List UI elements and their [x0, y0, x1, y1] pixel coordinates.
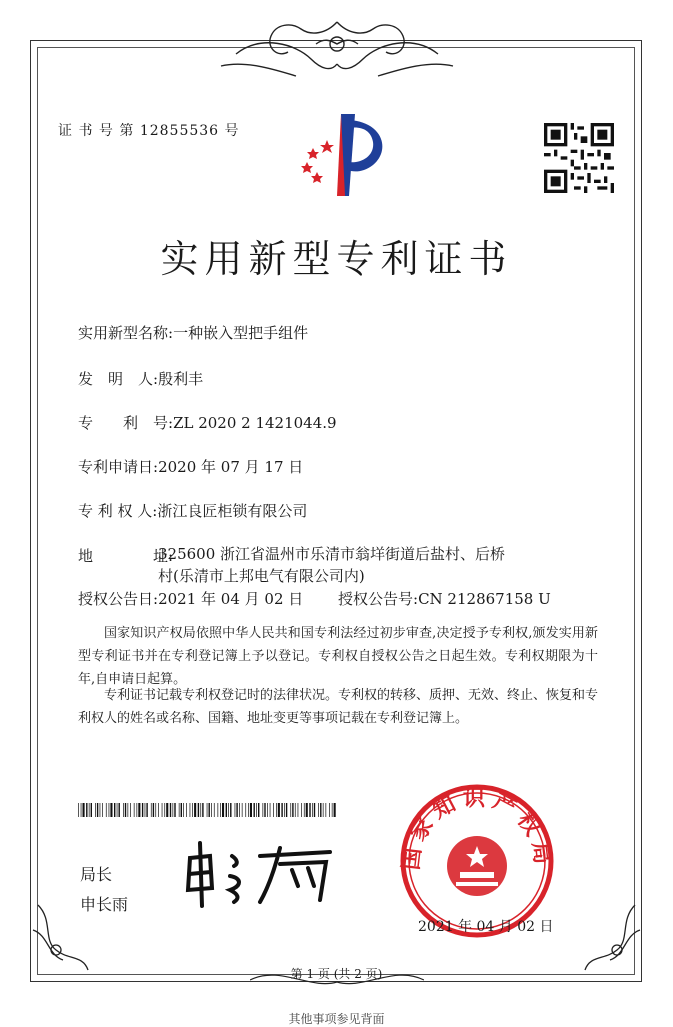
certificate-title: 实用新型专利证书	[160, 237, 513, 281]
field-grant-date-value: 2021 年 04 月 02 日	[158, 590, 304, 608]
certificate-number-suffix: 号	[224, 123, 240, 139]
top-ornament	[216, 14, 458, 84]
seal-text: 国家知识产权局	[398, 786, 556, 872]
director-name: 申长雨	[80, 895, 129, 914]
field-grant-no-value: CN 212867158 U	[418, 590, 551, 608]
field-patent-no-label: 专 利 号:	[78, 414, 174, 432]
bottom-note: 其他事项参见背面	[288, 1012, 385, 1026]
field-grant-no-label: 授权公告号:	[338, 590, 419, 608]
field-name-value: 一种嵌入型把手组件	[173, 324, 309, 342]
qr-code-icon	[544, 123, 614, 193]
field-filing-date-row	[78, 456, 303, 477]
field-inventor-label: 发 明 人:	[78, 370, 159, 388]
certificate-number: 12855536	[139, 123, 220, 139]
field-filing-date-label: 专利申请日:	[78, 458, 159, 476]
field-patent-no-row	[78, 412, 337, 433]
grant-statement-paragraph: 国家知识产权局依照中华人民共和国专利法经过初步审查,决定授予专利权,颁发实用新型专利证书并在专利登记簿上予以登记。专利权自授权公告之日起生效。专利权期限为十年,自申请日起算。	[78, 626, 598, 687]
field-grant-date-label: 授权公告日:	[78, 590, 159, 608]
field-address-label: 地 址:	[78, 547, 174, 565]
field-grant-no-row	[338, 588, 551, 609]
director-title: 局长	[80, 865, 113, 884]
field-name-label: 实用新型名称:	[78, 324, 174, 342]
barcode-icon	[78, 803, 336, 817]
field-inventor-row	[78, 368, 203, 389]
cnipa-logo-icon	[283, 110, 393, 200]
page-info: 第 1 页 (共 2 页)	[290, 967, 383, 981]
field-patentee-row	[78, 500, 307, 521]
field-inventor-value: 殷利丰	[158, 370, 204, 388]
director-signature-icon	[180, 838, 340, 908]
field-patentee-label: 专 利 权 人:	[78, 502, 158, 520]
field-grant-date-row	[78, 588, 303, 609]
legal-status-paragraph: 专利证书记载专利权登记时的法律状况。专利权的转移、质押、无效、终止、恢复和专利权人的姓名或名称、国籍、地址变更等事项记载在专利登记簿上。	[78, 688, 599, 726]
field-name-row	[78, 322, 308, 343]
field-filing-date-value: 2020 年 07 月 17 日	[158, 458, 304, 476]
certificate-number-line	[58, 120, 240, 140]
certificate-number-label: 证 书 号 第	[58, 123, 135, 139]
seal-date: 2021 年 04 月 02 日	[418, 919, 554, 935]
field-patentee-value: 浙江良匠柜锁有限公司	[157, 502, 308, 520]
field-patent-no-value: ZL 2020 2 1421044.9	[173, 414, 337, 432]
field-address-value: 325600 浙江省温州市乐清市翁垟街道后盐村、后桥村(乐清市上邦电气有限公司内)	[158, 545, 506, 585]
